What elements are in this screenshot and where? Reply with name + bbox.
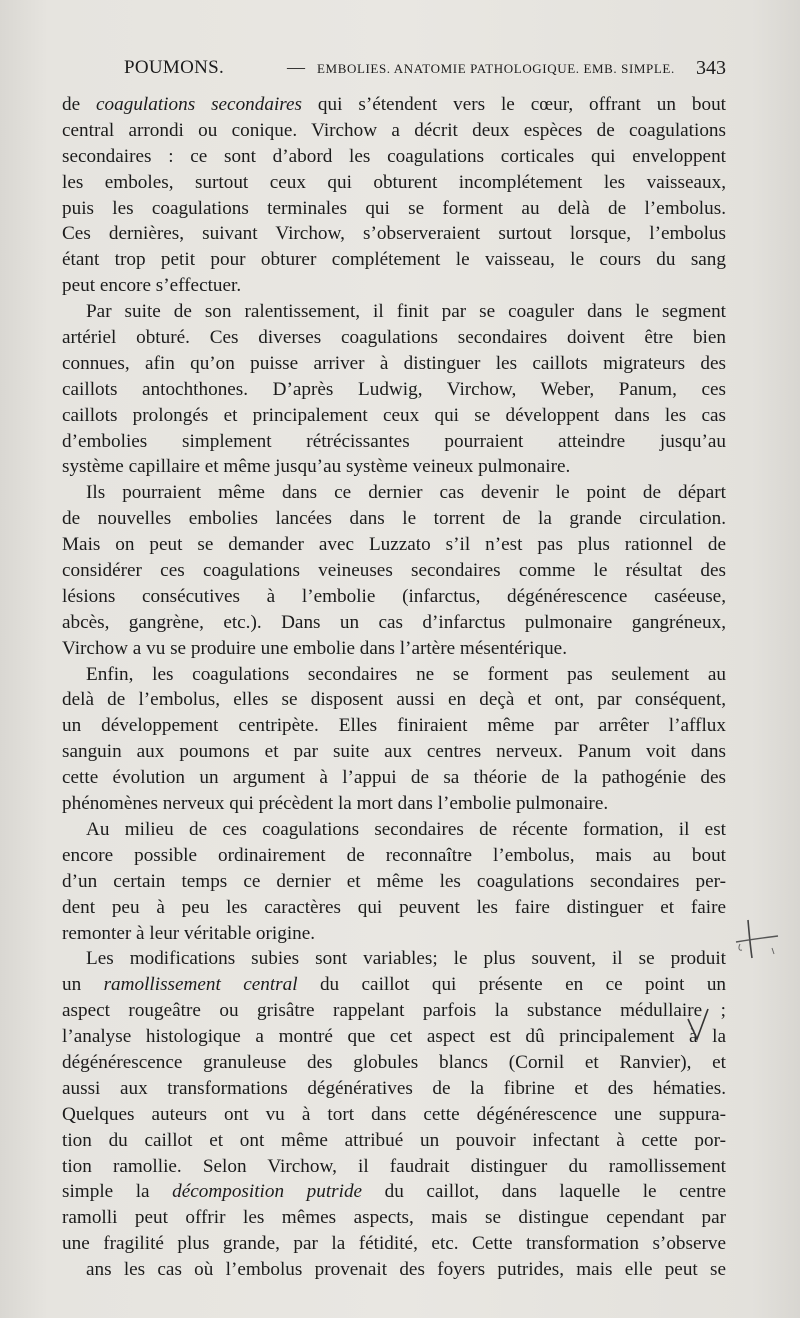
text-segment: qui s’étendent vers le cœur, offrant un bout — [302, 94, 726, 115]
text-segment: lésions consécutives à l’embolie (infarctus, dégénérescence caséeuse, — [62, 585, 726, 607]
text-line — [62, 1024, 726, 1050]
text-line — [62, 273, 726, 299]
text-segment: puis les coagulations terminales qui se forment au delà de l’embolus. — [62, 197, 726, 219]
text-segment: d’un certain temps ce dernier et même les coagulations secondaires per- — [62, 870, 726, 892]
text-line — [62, 921, 726, 947]
text-line — [62, 454, 726, 480]
text-segment: artériel obturé. Ces diverses coagulations secondaires doivent être bien — [62, 327, 726, 349]
text-segment: Mais on peut se demander avec Luzzato s’il n’est pas plus rationnel de — [62, 534, 726, 556]
text-segment: caillots prolongés et principalement ceux qui se développent dans les cas — [62, 404, 726, 426]
text-segment: système capillaire et même jusqu’au système veineux pulmonaire. — [62, 456, 571, 478]
italic-term: coagulations secondaires — [96, 94, 303, 115]
text-line — [62, 1102, 726, 1128]
text-segment: tion ramollie. Selon Virchow, il faudrait distinguer du ramollissement — [62, 1155, 726, 1177]
text-line — [62, 946, 726, 972]
text-line — [62, 1257, 726, 1283]
text-segment: du caillot qui présente en ce point un — [297, 974, 727, 996]
text-line — [62, 299, 726, 325]
italic-term: décomposition putride — [172, 1181, 363, 1203]
text-segment: caillots antochthones. D’après Ludwig, Virchow, Weber, Panum, ces — [62, 378, 726, 400]
text-line — [62, 506, 726, 532]
text-line — [62, 1050, 726, 1076]
text-segment: dent peu à peu les caractères qui peuvent les faire distinguer et faire — [62, 896, 726, 918]
body-text — [62, 92, 726, 1283]
text-segment: considérer ces coagulations veineuses secondaires comme le résultat des — [62, 560, 726, 582]
text-segment: d’embolies simplement rétrécissantes pourraient atteindre jusqu’au — [62, 430, 726, 452]
text-line — [62, 817, 726, 843]
text-segment: l’analyse histologique a montré que cet aspect est dû principalement à la — [62, 1026, 726, 1048]
text-line — [62, 895, 726, 921]
text-segment: ans les cas où l’embolus provenait des foyers putrides, mais elle peut se — [86, 1259, 726, 1281]
text-segment: Ils pourraient même dans ce dernier cas devenir le point de départ — [86, 482, 726, 504]
text-line — [62, 998, 726, 1024]
text-segment: étant trop petit pour obturer complétement le vaisseau, le cours du sang — [62, 249, 726, 271]
text-line — [62, 92, 726, 118]
text-segment: delà de l’embolus, elles se disposent aussi en deçà et ont, par conséquent, — [62, 689, 726, 711]
text-line — [62, 325, 726, 351]
text-line — [62, 532, 726, 558]
text-segment: tion du caillot et ont même attribué un pouvoir infectant à cette por- — [62, 1129, 726, 1151]
text-segment: un développement centripète. Elles finiraient même par arrêter l’afflux — [62, 715, 726, 737]
running-head — [62, 57, 730, 85]
text-segment: cette évolution un argument à l’appui de sa théorie de la pathogénie des — [62, 767, 726, 789]
text-segment: Virchow a vu se produire une embolie dans l’artère mésentérique. — [62, 637, 567, 659]
text-segment: Les modifications subies sont variables; le plus souvent, il se produit — [86, 948, 726, 970]
text-line — [62, 1179, 726, 1205]
text-segment: de — [62, 94, 97, 115]
text-line — [62, 636, 726, 662]
handwritten-cross-mark-icon — [734, 918, 780, 968]
text-line — [62, 687, 726, 713]
text-segment: Ces dernières, suivant Virchow, s’observeraient surtout lorsque, l’embolus — [62, 223, 726, 245]
text-segment: du caillot, dans laquelle le centre — [362, 1181, 727, 1203]
text-segment: Enfin, les coagulations secondaires ne se forment pas seulement au — [86, 663, 726, 685]
text-line — [62, 739, 726, 765]
text-segment: dégénérescence granuleuse des globules blancs (Cornil et Ranvier), et — [62, 1051, 726, 1073]
text-line — [62, 1076, 726, 1102]
text-segment: Au milieu de ces coagulations secondaires de récente formation, il est — [86, 818, 726, 840]
text-segment: peut encore s’effectuer. — [62, 275, 242, 297]
text-segment: abcès, gangrène, etc.). Dans un cas d’infarctus pulmonaire gangréneux, — [62, 611, 726, 633]
text-line — [62, 713, 726, 739]
italic-term: ramollissement central — [103, 974, 298, 996]
text-line — [62, 972, 726, 998]
text-line — [62, 377, 726, 403]
text-segment: Par suite de son ralentissement, il finit par se coaguler dans le segment — [86, 301, 726, 323]
text-segment: ramolli peut offrir les mêmes aspects, mais se distingue cependant par — [62, 1207, 726, 1229]
text-line — [62, 1128, 726, 1154]
text-line — [62, 403, 726, 429]
text-line — [62, 843, 726, 869]
text-line — [62, 144, 726, 170]
text-line — [62, 118, 726, 144]
text-segment: simple la — [62, 1181, 173, 1203]
text-line — [62, 869, 726, 895]
text-line — [62, 351, 726, 377]
page-number: 343 — [696, 57, 726, 79]
text-segment: Quelques auteurs ont vu à tort dans cette dégénérescence une suppura- — [62, 1103, 726, 1125]
text-line — [62, 662, 726, 688]
handwritten-check-mark-icon — [684, 1005, 714, 1045]
text-segment: un — [62, 974, 104, 996]
running-head-title: POUMONS. — [124, 57, 225, 78]
text-segment: secondaires : ce sont d’abord les coagulations corticales qui enveloppent — [62, 145, 726, 167]
text-segment: encore possible ordinairement de reconnaître l’embolus, mais au bout — [62, 844, 726, 866]
text-segment: de nouvelles embolies lancées dans le torrent de la grande circulation. — [62, 508, 726, 530]
text-segment: sanguin aux poumons et par suite aux centres nerveux. Panum voit dans — [62, 741, 726, 763]
text-segment: les emboles, surtout ceux qui obturent incomplétement les vaisseaux, — [62, 171, 726, 193]
text-line — [62, 558, 726, 584]
text-segment: aspect rougeâtre ou grisâtre rappelant parfois la substance médullaire ; — [62, 1000, 726, 1022]
text-line — [62, 610, 726, 636]
text-line — [62, 480, 726, 506]
text-line — [62, 791, 726, 817]
text-segment: central arrondi ou conique. Virchow a décrit deux espèces de coagulations — [62, 119, 726, 141]
text-line — [62, 765, 726, 791]
text-line — [62, 170, 726, 196]
text-line — [62, 247, 726, 273]
text-line — [62, 196, 726, 222]
text-line — [62, 221, 726, 247]
text-line — [62, 1154, 726, 1180]
text-line — [62, 1231, 726, 1257]
text-segment: une fragilité plus grande, par la fétidité, etc. Cette transformation s’observe — [62, 1233, 726, 1255]
text-segment: connues, afin qu’on puisse arriver à distinguer les caillots migrateurs des — [62, 352, 726, 374]
text-line — [62, 584, 726, 610]
text-segment: phénomènes nerveux qui précèdent la mort dans l’embolie pulmonaire. — [62, 793, 609, 815]
text-segment: aussi aux transformations dégénératives de la fibrine et des hématies. — [62, 1077, 726, 1099]
text-segment: remonter à leur véritable origine. — [62, 922, 316, 944]
text-line — [62, 1205, 726, 1231]
text-line — [62, 429, 726, 455]
running-head-subtitle: EMBOLIES. ANATOMIE PATHOLOGIQUE. EMB. SIMPLE. — [317, 61, 675, 76]
running-head-separator: — — [287, 57, 305, 77]
